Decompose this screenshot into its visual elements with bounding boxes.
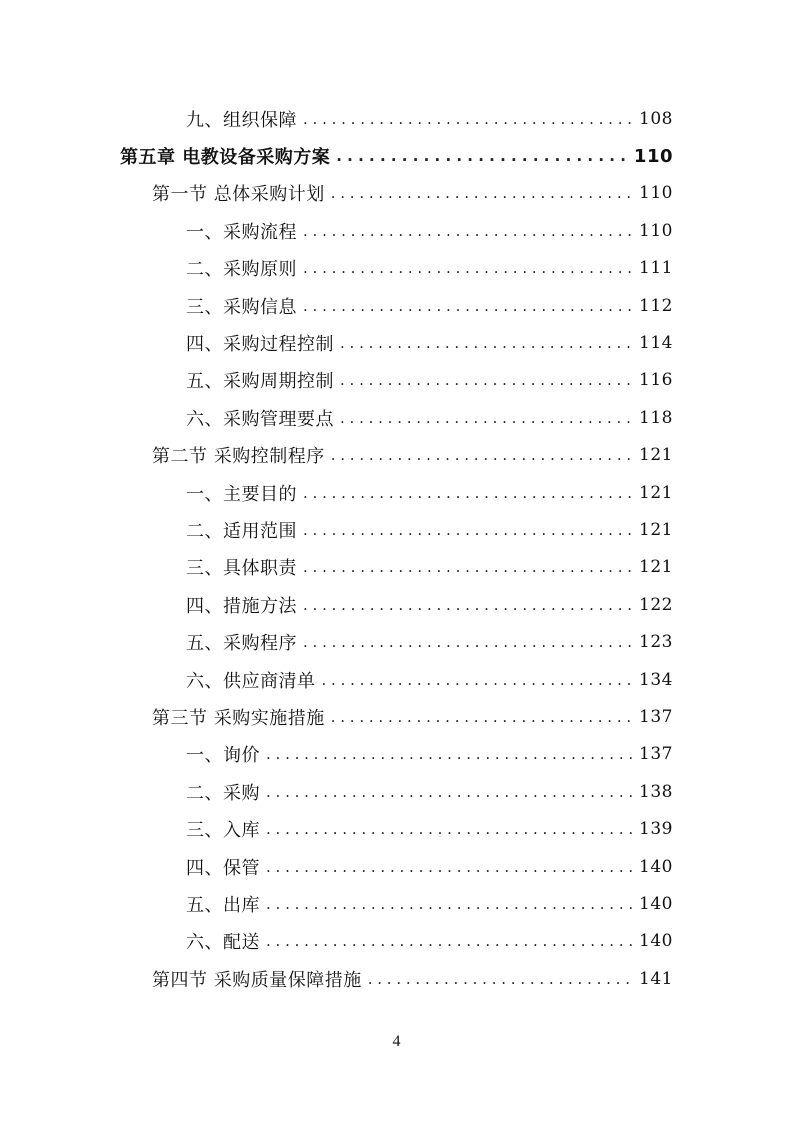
toc-leader-dots [266,932,633,950]
toc-leader-dots [303,484,633,502]
toc-leader-dots [303,110,633,128]
toc-entry-chapter[interactable] [0,137,793,174]
toc-entry-title: 三、采购信息 [186,296,297,318]
toc-entry[interactable] [0,773,793,810]
toc-entry[interactable] [0,623,793,660]
toc-leader-dots [303,297,633,315]
toc-entry[interactable] [0,586,793,623]
toc-entry-title: 六、配送 [186,932,260,954]
toc-entry[interactable] [0,848,793,885]
toc-entry-page: 116 [639,370,673,391]
toc-leader-dots [303,259,633,277]
toc-leader-dots [266,820,633,838]
toc-entry-section[interactable] [0,175,793,212]
toc-entry-page: 121 [639,482,673,503]
toc-entry-title: 四、采购过程控制 [186,334,334,356]
toc-entry-page: 110 [639,183,673,204]
table-of-contents [0,100,793,997]
toc-entry-title: 一、采购流程 [186,221,297,243]
toc-leader-dots [303,222,633,240]
toc-entry-title: 六、采购管理要点 [186,408,334,430]
toc-entry-title: 第五章 电教设备采购方案 [120,147,331,169]
toc-leader-dots [336,147,628,165]
toc-entry-page: 111 [639,258,673,279]
toc-entry-title: 五、采购程序 [186,633,297,655]
toc-entry[interactable] [0,736,793,773]
toc-entry[interactable] [0,287,793,324]
toc-entry-page: 137 [639,744,673,765]
toc-entry-page: 140 [639,856,673,877]
toc-entry[interactable] [0,399,793,436]
toc-entry[interactable] [0,362,793,399]
toc-leader-dots [303,558,633,576]
toc-entry-page: 122 [639,594,673,615]
toc-leader-dots [340,371,633,389]
toc-leader-dots [331,708,633,726]
toc-entry-section[interactable] [0,437,793,474]
toc-entry-page: 121 [639,557,673,578]
toc-entry-page: 138 [639,781,673,802]
toc-leader-dots [266,858,633,876]
toc-entry[interactable] [0,324,793,361]
toc-entry-title: 二、适用范围 [186,520,297,542]
toc-entry-page: 134 [639,669,673,690]
toc-leader-dots [266,895,633,913]
toc-entry[interactable] [0,810,793,847]
toc-leader-dots [340,334,633,352]
toc-entry-title: 五、出库 [186,894,260,916]
toc-entry-title: 三、入库 [186,820,260,842]
toc-entry[interactable] [0,100,793,137]
toc-leader-dots [303,521,633,539]
toc-entry[interactable] [0,474,793,511]
toc-entry-section[interactable] [0,698,793,735]
toc-entry[interactable] [0,212,793,249]
toc-entry-title: 二、采购 [186,782,260,804]
toc-entry-title: 一、询价 [186,745,260,767]
page-number: 4 [392,1033,401,1050]
toc-entry[interactable] [0,661,793,698]
toc-leader-dots [331,184,633,202]
toc-leader-dots [303,596,633,614]
toc-entry-page: 114 [639,333,673,354]
toc-entry-page: 123 [639,632,673,653]
toc-entry[interactable] [0,250,793,287]
toc-entry-title: 三、具体职责 [186,558,297,580]
toc-entry-title: 五、采购周期控制 [186,371,334,393]
toc-entry[interactable] [0,549,793,586]
toc-entry-section[interactable] [0,960,793,997]
toc-entry-title: 第一节 总体采购计划 [152,184,325,206]
toc-entry-page: 137 [639,706,673,727]
toc-leader-dots [322,671,634,689]
toc-leader-dots [266,783,633,801]
toc-entry-title: 四、措施方法 [186,595,297,617]
toc-entry-page: 121 [639,519,673,540]
toc-leader-dots [368,970,633,988]
toc-entry-title: 九、组织保障 [186,109,297,131]
toc-entry-title: 第二节 采购控制程序 [152,446,325,468]
toc-entry-page: 141 [639,968,673,989]
toc-entry[interactable] [0,923,793,960]
toc-leader-dots [303,633,633,651]
toc-entry-title: 一、主要目的 [186,483,297,505]
toc-entry-page: 110 [639,220,673,241]
toc-entry-title: 第三节 采购实施措施 [152,707,325,729]
toc-leader-dots [331,446,633,464]
toc-entry-page: 121 [639,445,673,466]
toc-leader-dots [340,409,633,427]
toc-entry-page: 139 [639,819,673,840]
toc-entry-title: 第四节 采购质量保障措施 [152,969,362,991]
toc-entry-title: 二、采购原则 [186,259,297,281]
toc-entry-page: 140 [639,931,673,952]
toc-entry-page: 112 [639,295,673,316]
toc-entry[interactable] [0,511,793,548]
toc-entry-title: 四、保管 [186,857,260,879]
toc-entry[interactable] [0,885,793,922]
toc-entry-page: 110 [633,145,673,167]
toc-entry-title: 六、供应商清单 [186,670,316,692]
toc-entry-page: 118 [639,407,673,428]
toc-entry-page: 108 [639,108,673,129]
toc-leader-dots [266,745,633,763]
toc-entry-page: 140 [639,893,673,914]
